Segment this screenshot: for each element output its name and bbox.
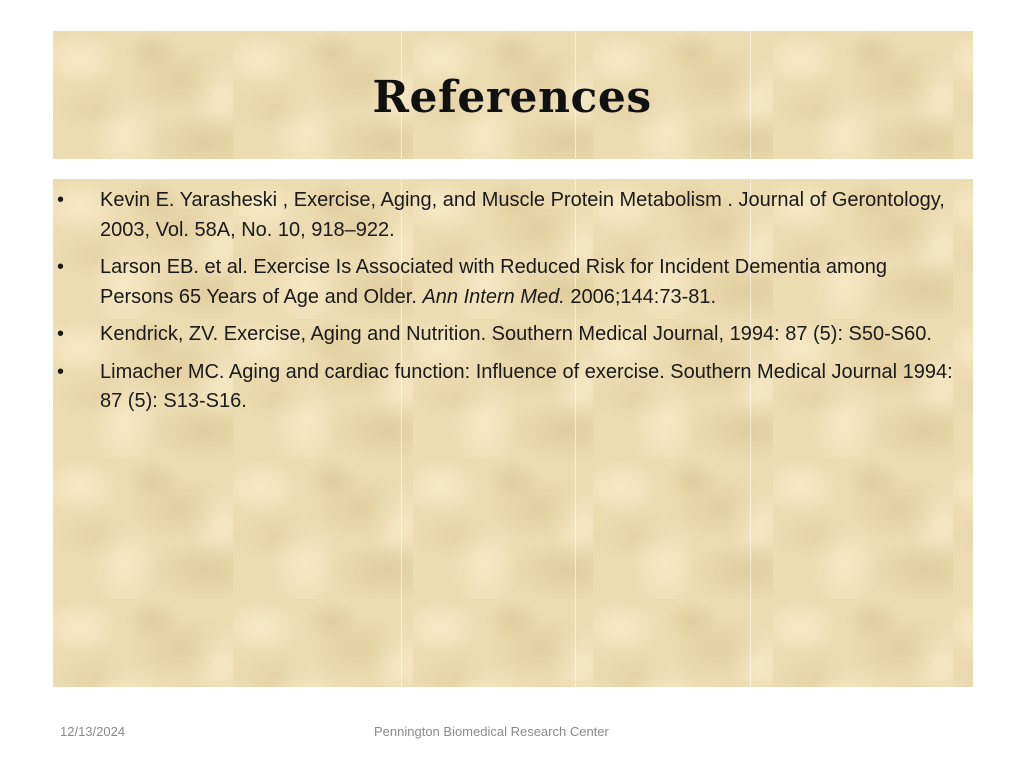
reference-text: Larson EB. et al. Exercise Is Associated with Reduced Risk for Incident Dementia among Persons 65 Years of Age and Older. <box>100 256 888 308</box>
bullet-marker: • <box>57 360 65 383</box>
reference-text: Limacher MC. Aging and cardiac function: Influence of exercise. Southern Medical Journal 1994: 87 (5): S13-S16. <box>100 360 953 412</box>
reference-text: Kevin E. Yarasheski , Exercise, Aging, and Muscle Protein Metabolism . Journal of Gerontology, 2003, Vol. 58A, No. 10, 918–922. <box>100 189 945 241</box>
reference-citation: 2006;144:73-81. <box>570 285 717 308</box>
bullet-marker: • <box>57 189 65 211</box>
reference-item <box>53 320 963 350</box>
reference-item <box>53 186 963 245</box>
slide-title: References <box>372 72 652 123</box>
footer-organization: Pennington Biomedical Research Center <box>374 724 609 739</box>
bullet-marker: • <box>57 323 65 345</box>
reference-item <box>53 253 963 312</box>
reference-item <box>53 358 963 417</box>
bullet-marker: • <box>57 256 65 278</box>
reference-list <box>53 186 963 425</box>
journal-name: Ann Intern Med. <box>422 285 565 308</box>
footer-date: 12/13/2024 <box>60 724 126 739</box>
reference-text: Kendrick, ZV. Exercise, Aging and Nutrition. Southern Medical Journal, 1994: 87 (5): S50-S60. <box>100 323 932 345</box>
